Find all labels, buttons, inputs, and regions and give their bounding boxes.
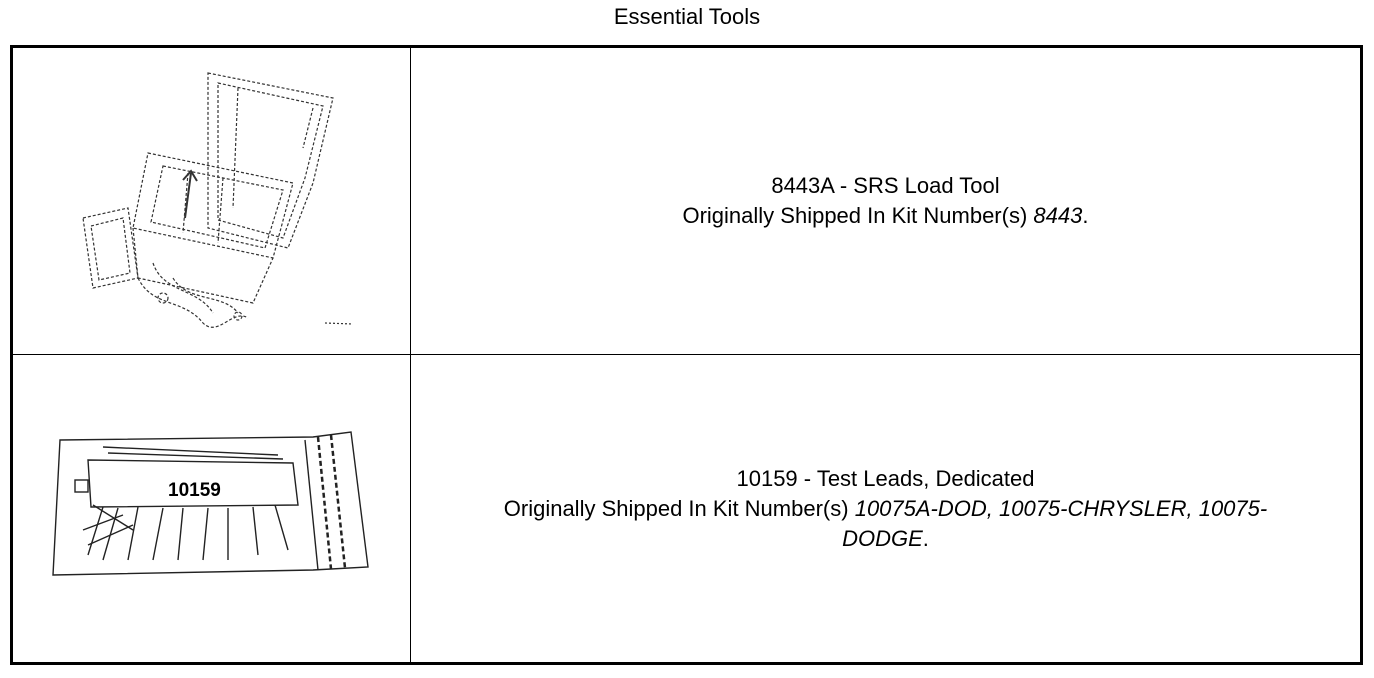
tool-image-label: 10159 bbox=[168, 480, 221, 501]
kit-numbers: 8443 bbox=[1033, 203, 1083, 228]
table-row bbox=[13, 355, 1360, 662]
tool-heading: 8443A - SRS Load Tool bbox=[771, 173, 1000, 198]
tool-description bbox=[476, 464, 1296, 554]
kit-line bbox=[682, 201, 1088, 231]
tool-image-cell bbox=[13, 48, 411, 354]
essential-tools-table bbox=[10, 45, 1363, 665]
test-leads-bag-icon bbox=[13, 355, 411, 661]
tool-heading: 10159 - Test Leads, Dedicated bbox=[736, 465, 1035, 491]
tool-description-cell bbox=[411, 48, 1360, 354]
tool-description bbox=[682, 171, 1088, 231]
kit-line bbox=[476, 494, 1296, 554]
page-title: Essential Tools bbox=[613, 4, 761, 29]
tool-description-cell bbox=[411, 355, 1360, 662]
kit-prefix: Originally Shipped In Kit Number(s) bbox=[503, 495, 849, 521]
tool-image-cell bbox=[13, 355, 411, 662]
kit-numbers: 10075A-DOD, 10075-CHRYSLER, 10075-DODGE bbox=[842, 495, 1268, 551]
table-row bbox=[13, 48, 1360, 355]
kit-prefix: Originally Shipped In Kit Number(s) bbox=[682, 203, 1028, 228]
srs-load-tool-case-icon bbox=[13, 48, 411, 354]
kit-suffix: . bbox=[1082, 203, 1089, 228]
kit-suffix: . bbox=[922, 525, 929, 551]
